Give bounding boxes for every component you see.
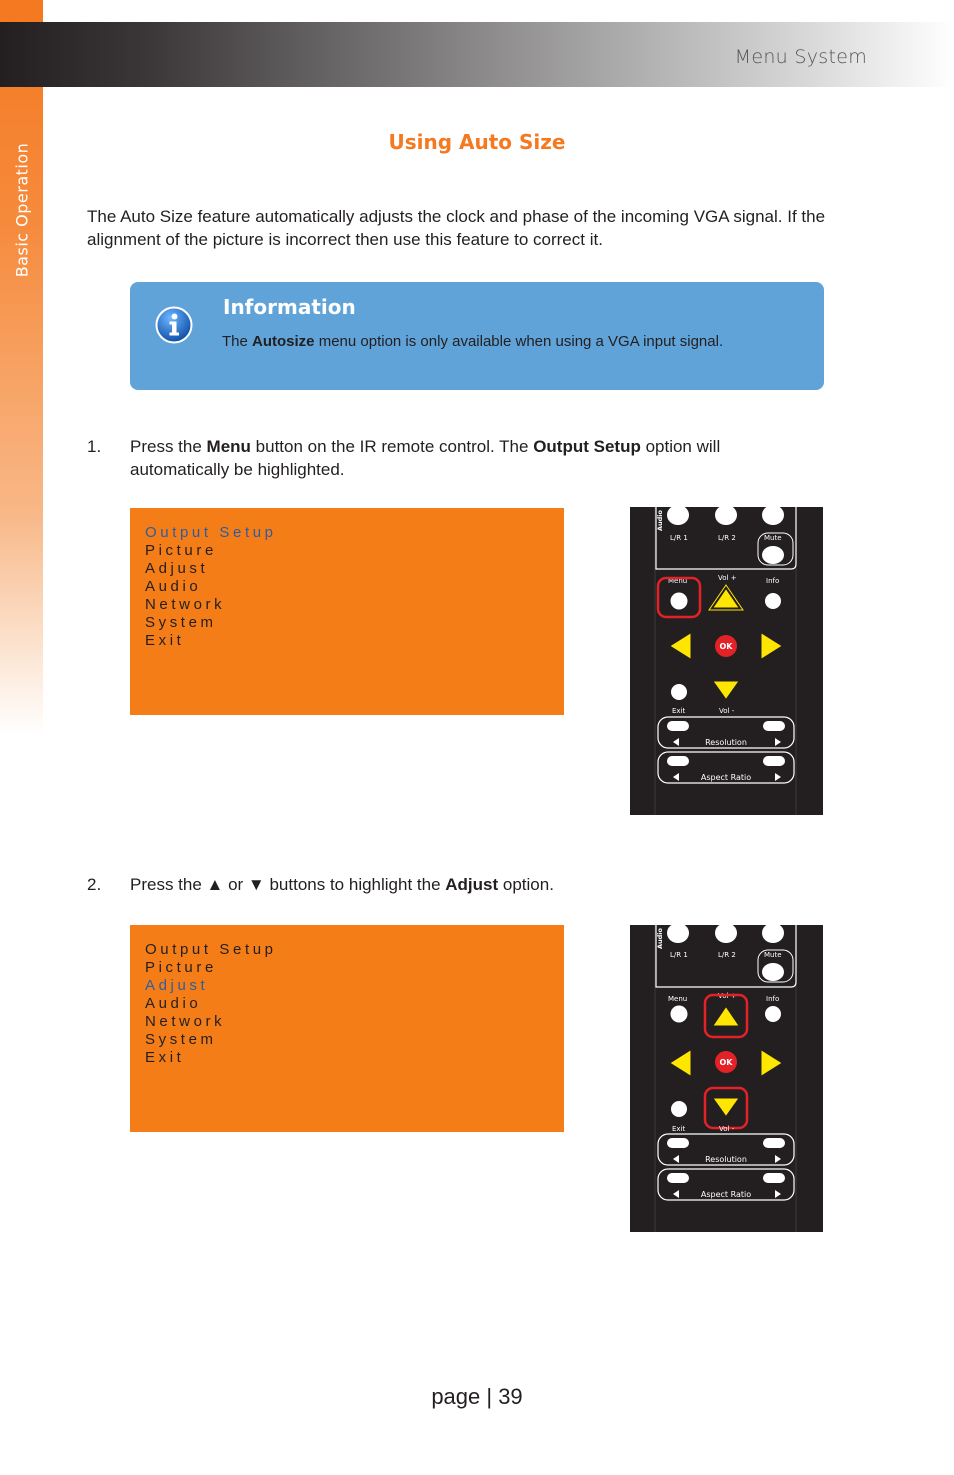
info-box [130, 282, 824, 390]
osd-menu-item: System [145, 614, 217, 631]
step-text-part: Press the [130, 437, 207, 456]
remote-label: Exit [672, 1125, 686, 1133]
remote-label: Vol - [719, 1125, 735, 1133]
remote-label: OK [719, 642, 733, 651]
step-bold: Menu [206, 437, 251, 456]
osd-menu-list [130, 925, 564, 1067]
step-text-part: option. [498, 875, 554, 894]
osd-menu-item: Network [145, 1013, 226, 1030]
info-icon [155, 306, 193, 344]
remote-label: L/R 2 [718, 951, 736, 959]
page-number: page | 39 [431, 1384, 523, 1409]
intro-paragraph: The Auto Size feature automatically adjusts the clock and phase of the incoming VGA signal. If the alignment of the picture is incorrect then use this feature to correct it. [87, 207, 826, 249]
side-tab [0, 0, 43, 735]
info-text [222, 332, 752, 352]
header-title: Menu System [734, 46, 867, 68]
step-number: 1. [87, 437, 102, 456]
osd-menu-item: Output Setup [145, 941, 277, 958]
osd-menu-item: Exit [145, 1049, 185, 1066]
step-text-part: button on the IR remote control. The [250, 437, 534, 456]
remote-label: Vol - [719, 707, 735, 715]
remote-label: Aspect Ratio [700, 1190, 752, 1199]
remote-label: Vol + [718, 574, 737, 582]
osd-menu-screen-1 [130, 508, 564, 715]
osd-menu-screen-2 [130, 925, 564, 1132]
osd-menu-item: Adjust [145, 560, 209, 577]
osd-menu-item: Audio [145, 995, 202, 1012]
side-label [2, 130, 42, 290]
osd-menu-item: System [145, 1031, 217, 1048]
step-bold: Adjust [445, 875, 499, 894]
remote-label: Exit [672, 707, 686, 715]
step-bold: Output Setup [533, 437, 641, 456]
osd-menu-item: Adjust [145, 977, 209, 994]
step-text-part: Press the ▲ or ▼ buttons to highlight the [130, 875, 446, 894]
remote-label: Audio [656, 509, 664, 531]
side-tab-cap [0, 0, 43, 22]
info-heading: Information [223, 295, 356, 319]
osd-menu-item: Output Setup [145, 524, 277, 541]
remote-label: Mute [764, 534, 782, 542]
remote-label: Info [766, 577, 780, 585]
remote-label: Audio [656, 927, 664, 949]
side-label-text: Basic Operation [12, 142, 32, 278]
remote-label: Resolution [705, 738, 747, 747]
remote-label: Resolution [705, 1155, 747, 1164]
osd-menu-item: Exit [145, 632, 185, 649]
step-text [130, 873, 820, 896]
remote-label: Vol + [718, 992, 737, 1000]
remote-label: L/R 1 [670, 534, 688, 542]
step-text [130, 435, 820, 481]
osd-menu-item: Audio [145, 578, 202, 595]
remote-label: Info [766, 995, 780, 1003]
osd-menu-item: Picture [145, 542, 217, 559]
remote-label: Menu [668, 995, 688, 1003]
osd-menu-item: Picture [145, 959, 217, 976]
step-number: 2. [87, 875, 102, 894]
step-text-part: option will automatically be highlighted. [130, 437, 721, 479]
info-text-2: menu option is only available when using a VGA input signal. [314, 333, 724, 350]
remote-label: Mute [764, 951, 782, 959]
remote-label: OK [719, 1058, 733, 1067]
remote-label: Menu [668, 577, 688, 585]
remote-label: L/R 2 [718, 534, 736, 542]
osd-menu-item: Network [145, 596, 226, 613]
section-title: Using Auto Size [388, 130, 566, 154]
remote-image-1 [630, 507, 823, 815]
info-text-bold: Autosize [252, 333, 315, 350]
remote-image-2 [630, 925, 823, 1232]
remote-label: Aspect Ratio [700, 773, 752, 782]
osd-menu-list [130, 508, 564, 650]
remote-label: L/R 1 [670, 951, 688, 959]
info-text-1: The [222, 333, 253, 350]
